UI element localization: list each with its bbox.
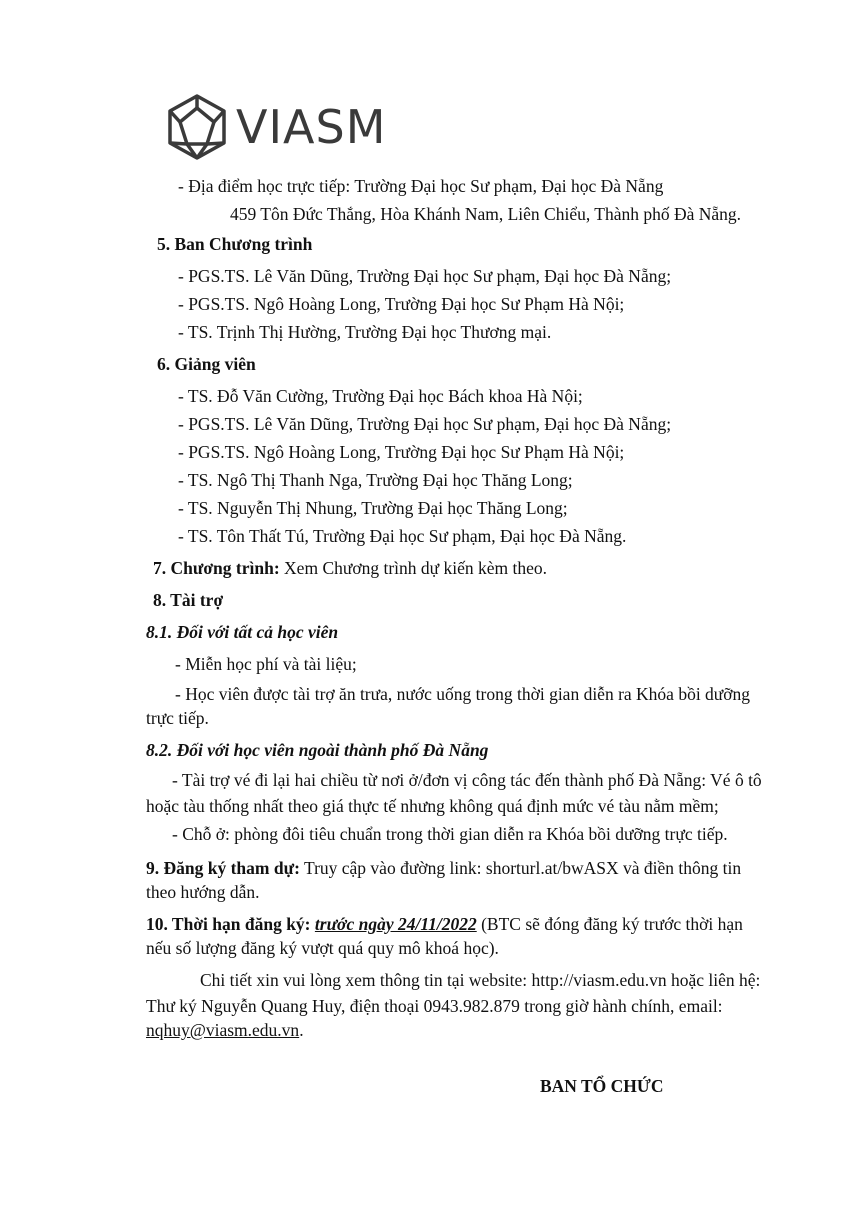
funding-sub1-heading: 8.1. Đối với tất cả học viên <box>146 622 339 642</box>
program-label: 7. Chương trình: <box>153 558 280 578</box>
list-item: - PGS.TS. Lê Văn Dũng, Trường Đại học Sư phạm, Đại học Đà Nẵng; <box>178 266 672 286</box>
registration-line-1 <box>146 856 741 880</box>
list-item: - PGS.TS. Ngô Hoàng Long, Trường Đại học Sư Phạm Hà Nội; <box>178 442 625 462</box>
lecturers-heading: 6. Giảng viên <box>157 354 256 374</box>
viasm-logo <box>162 92 386 162</box>
registration-line-2: theo hướng dẫn. <box>146 882 260 902</box>
list-item: - TS. Trịnh Thị Hường, Trường Đại học Thương mại. <box>178 322 552 342</box>
email-link[interactable]: nqhuy@viasm.edu.vn <box>146 1020 300 1040</box>
list-item: - TS. Ngô Thị Thanh Nga, Trường Đại học Thăng Long; <box>178 470 573 490</box>
contact-tail: . <box>299 1020 304 1040</box>
contact-line-1: Chi tiết xin vui lòng xem thông tin tại website: http://viasm.edu.vn hoặc liên hệ: <box>200 970 761 990</box>
venue-line-2: 459 Tôn Đức Thắng, Hòa Khánh Nam, Liên Chiểu, Thành phố Đà Nẵng. <box>230 204 742 224</box>
list-item: - TS. Đỗ Văn Cường, Trường Đại học Bách khoa Hà Nội; <box>178 386 583 406</box>
deadline-line-1 <box>146 912 743 936</box>
registration-label: 9. Đăng ký tham dự: <box>146 858 300 878</box>
deadline-label: 10. Thời hạn đăng ký: <box>146 914 311 934</box>
list-item: - Tài trợ vé đi lại hai chiều từ nơi ở/đơn vị công tác đến thành phố Đà Nẵng: Vé ô tô <box>172 770 762 790</box>
deadline-text: (BTC sẽ đóng đăng ký trước thời hạn <box>476 914 743 934</box>
program-line <box>153 556 547 580</box>
list-item: - TS. Nguyễn Thị Nhung, Trường Đại học Thăng Long; <box>178 498 568 518</box>
program-text: Xem Chương trình dự kiến kèm theo. <box>279 558 548 578</box>
list-item: - PGS.TS. Lê Văn Dũng, Trường Đại học Sư phạm, Đại học Đà Nẵng; <box>178 414 672 434</box>
list-item: - PGS.TS. Ngô Hoàng Long, Trường Đại học Sư Phạm Hà Nội; <box>178 294 625 314</box>
funding-heading: 8. Tài trợ <box>153 590 224 610</box>
deadline-line-2: nếu số lượng đăng ký vượt quá quy mô khoá học). <box>146 938 499 958</box>
list-item: - Miễn học phí và tài liệu; <box>175 654 357 674</box>
signature: BAN TỔ CHỨC <box>540 1076 664 1096</box>
list-item: - TS. Tôn Thất Tú, Trường Đại học Sư phạm, Đại học Đà Nẵng. <box>178 526 627 546</box>
list-item: - Chỗ ở: phòng đôi tiêu chuẩn trong thời gian diễn ra Khóa bồi dưỡng trực tiếp. <box>172 824 728 844</box>
list-item: - Học viên được tài trợ ăn trưa, nước uống trong thời gian diễn ra Khóa bồi dưỡng <box>175 684 751 704</box>
polyhedron-icon <box>162 92 232 162</box>
contact-line-3 <box>146 1018 304 1042</box>
program-committee-heading: 5. Ban Chương trình <box>157 234 313 254</box>
funding-sub2-heading: 8.2. Đối với học viên ngoài thành phố Đà Nẵng <box>146 740 489 760</box>
logo-text: VIASM <box>236 100 387 154</box>
contact-line-2: Thư ký Nguyễn Quang Huy, điện thoại 0943.982.879 trong giờ hành chính, email: <box>146 996 723 1016</box>
deadline-date: trước ngày 24/11/2022 <box>314 914 477 934</box>
registration-text: Truy cập vào đường link: shorturl.at/bwASX và điền thông tin <box>299 858 742 878</box>
list-item-continuation: hoặc tàu thống nhất theo giá thực tế nhưng không quá định mức vé tàu nằm mềm; <box>146 796 719 816</box>
venue-line-1: - Địa điểm học trực tiếp: Trường Đại học Sư phạm, Đại học Đà Nẵng <box>178 176 664 196</box>
list-item-continuation: trực tiếp. <box>146 708 209 728</box>
